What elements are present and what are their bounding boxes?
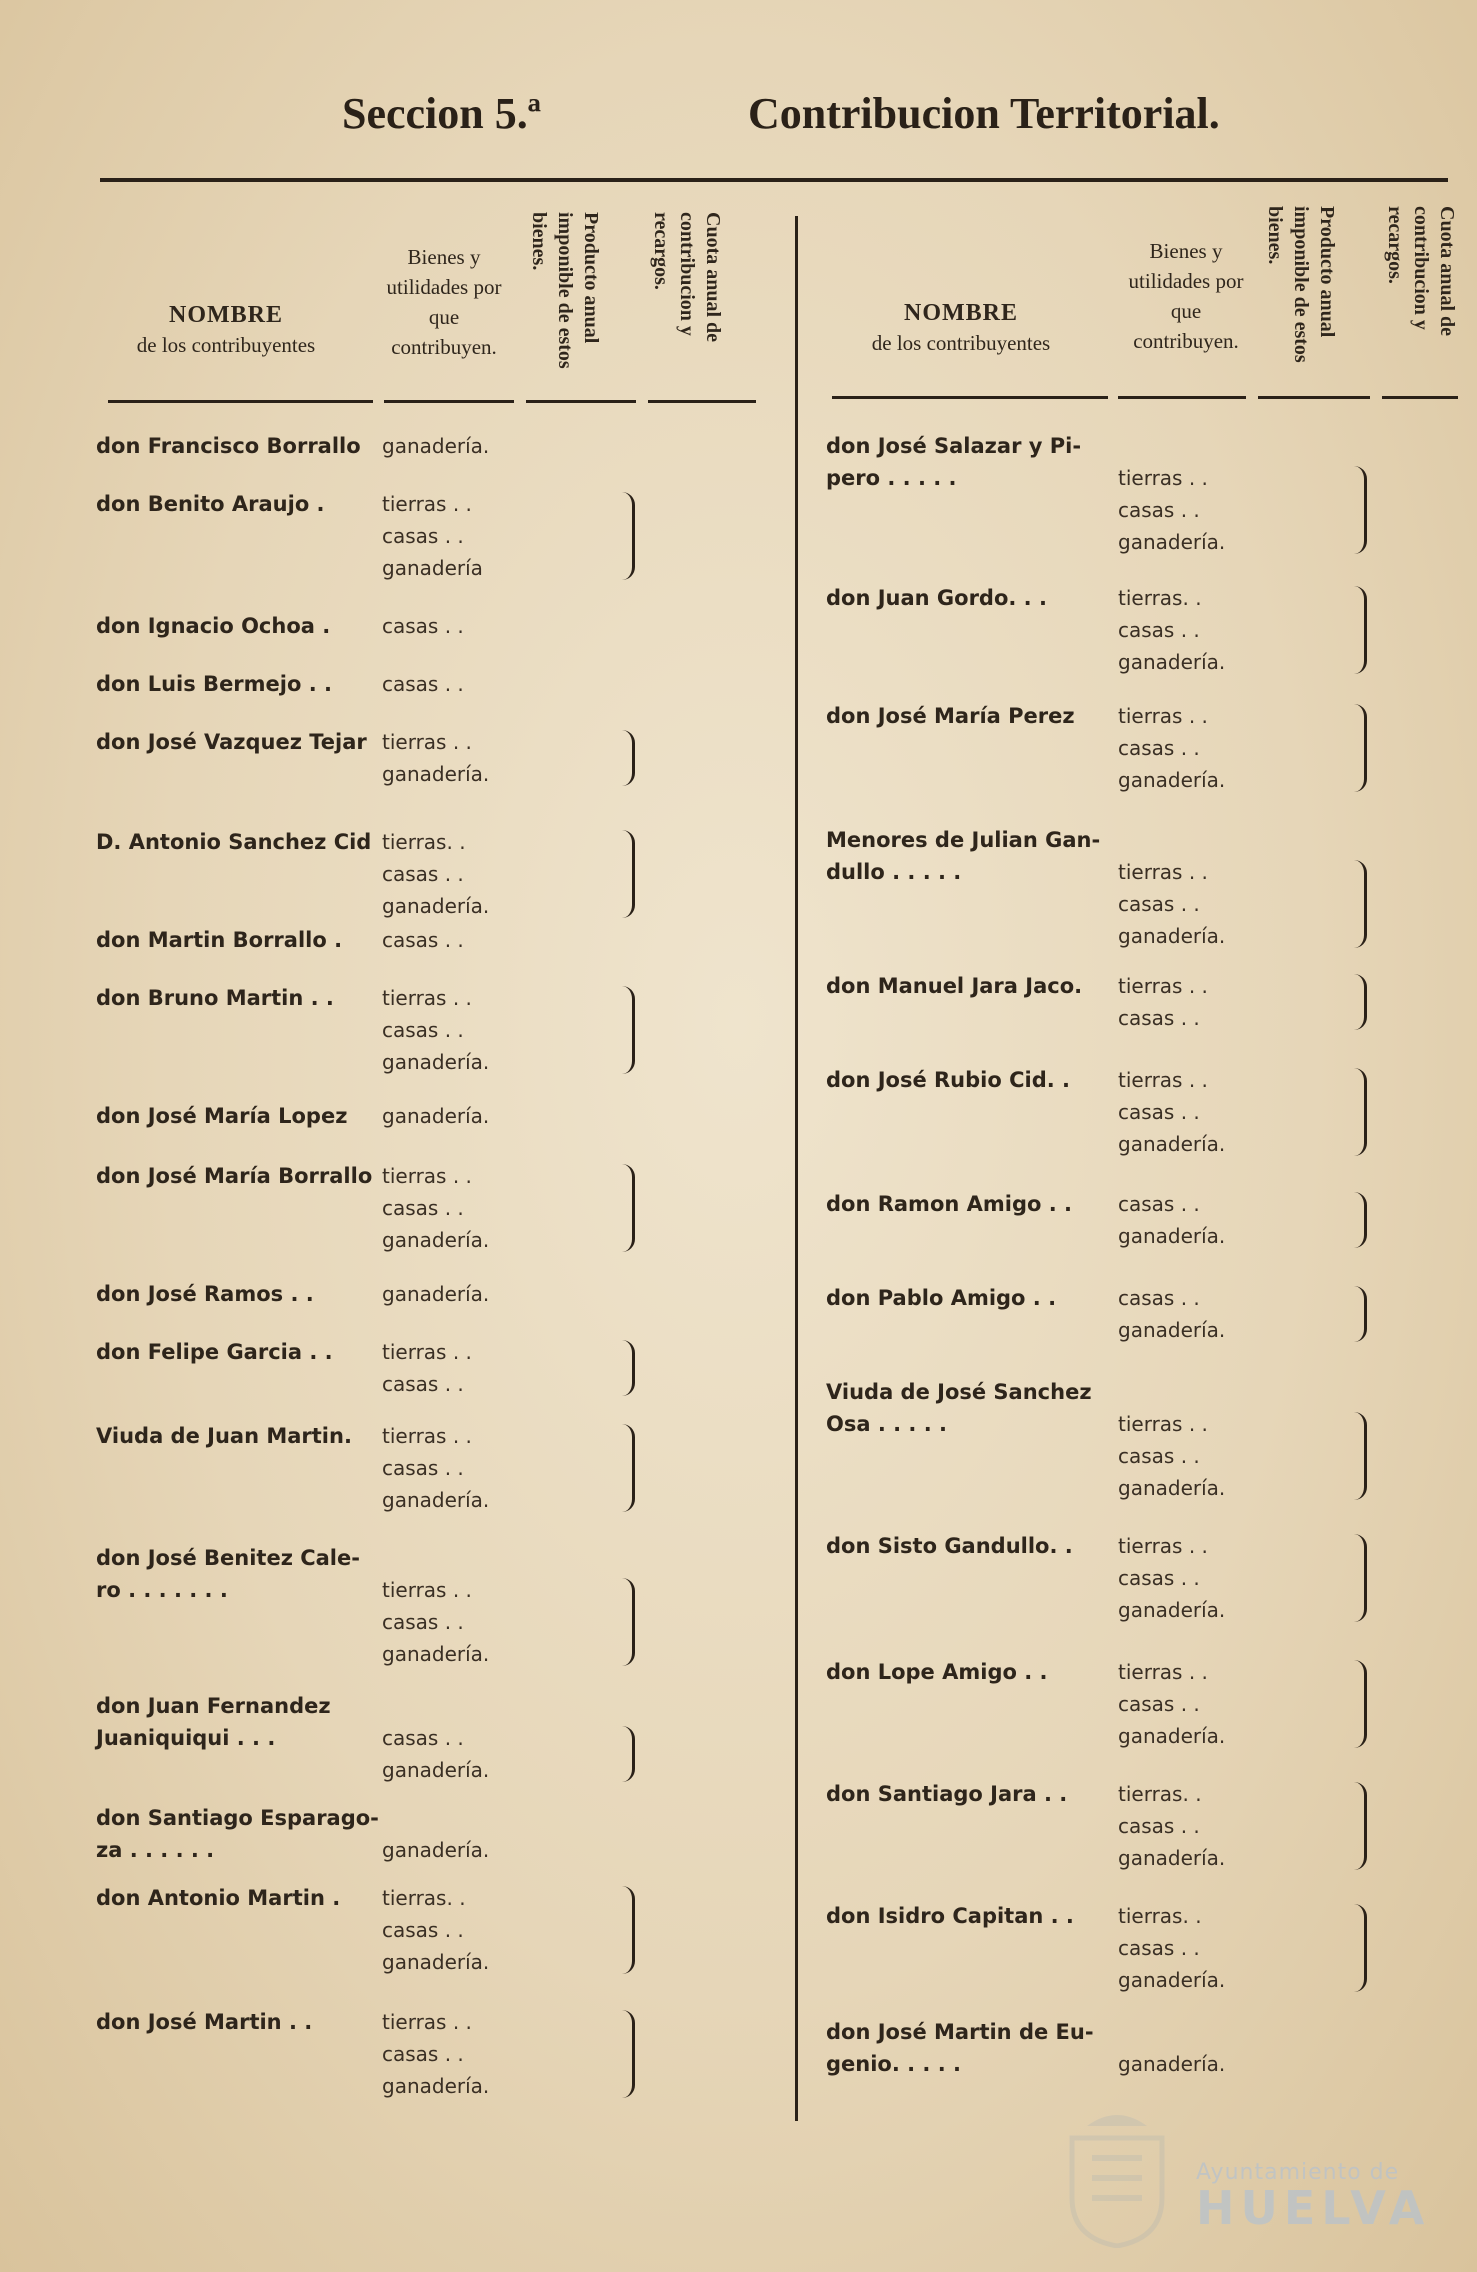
- contributor-name-line: za . . . . . .: [96, 1838, 215, 1862]
- contributor-name-line: D. Antonio Sanchez Cid: [96, 830, 372, 854]
- contributor-name: [96, 924, 342, 956]
- contributor-name-line: genio. . . . .: [826, 2052, 961, 2076]
- property-type: ganadería.: [1118, 650, 1226, 674]
- section-title: Seccion 5.ª: [342, 89, 541, 138]
- brace: [1354, 466, 1367, 554]
- brace: [622, 1424, 635, 1512]
- header-producto-left: Producto anual imponible de estos bienes.: [528, 212, 602, 369]
- contributor-name: [96, 430, 361, 462]
- property-type: ganadería.: [382, 1050, 490, 1074]
- property-type: ganadería.: [1118, 1724, 1226, 1748]
- header-rule-right: [1382, 396, 1458, 399]
- contributor-name-line: don Felipe Garcia . .: [96, 1340, 333, 1364]
- property-type: ganadería.: [1118, 924, 1226, 948]
- header-bienes-right: Bienes y utilidades por que contribuyen.: [1128, 239, 1244, 353]
- contributor-name-line: Viuda de José Sanchez: [826, 1380, 1092, 1404]
- contributor-name-line: don Juan Fernandez: [96, 1694, 331, 1718]
- property-type: tierras . .: [382, 986, 472, 1010]
- header-producto-right: Producto anual imponible de estos bienes.: [1264, 206, 1338, 363]
- top-rule: [100, 178, 1448, 182]
- contributor-name: [96, 488, 325, 520]
- contributor-name: [826, 582, 1047, 614]
- brace: [622, 1886, 635, 1974]
- page-title: Contribucion Territorial.: [748, 89, 1220, 138]
- property-type: casas . .: [1118, 892, 1200, 916]
- contributor-name-line: don Lope Amigo . .: [826, 1660, 1048, 1684]
- property-type: casas . .: [382, 1610, 464, 1634]
- property-type: casas . .: [1118, 1444, 1200, 1468]
- contributor-name-line: don José María Borrallo: [96, 1164, 373, 1188]
- property-type: tierras. .: [382, 830, 466, 854]
- property-type: casas . .: [1118, 1192, 1200, 1216]
- property-type: ganadería.: [1118, 1476, 1226, 1500]
- contributor-name: [96, 1420, 352, 1452]
- brace: [622, 1726, 635, 1782]
- property-type: casas . .: [382, 1456, 464, 1480]
- property-type: tierras . .: [1118, 1660, 1208, 1684]
- property-type: ganadería.: [382, 1104, 490, 1128]
- property-type: tierras . .: [1118, 974, 1208, 998]
- property-type: casas . .: [1118, 1006, 1200, 1030]
- property-type: tierras. .: [1118, 1782, 1202, 1806]
- property-type: casas . .: [382, 1196, 464, 1220]
- contributor-name: [826, 1656, 1047, 1688]
- contributor-name: [826, 1376, 1092, 1440]
- property-type: casas . .: [382, 1726, 464, 1750]
- contributor-name: [96, 668, 332, 700]
- property-type: tierras. .: [1118, 586, 1202, 610]
- contributor-name: [96, 2006, 312, 2038]
- property-type: casas . .: [1118, 736, 1200, 760]
- property-type: ganadería.: [382, 1950, 490, 1974]
- property-type: tierras. .: [382, 1886, 466, 1910]
- contributor-name: [96, 1882, 340, 1914]
- property-type: tierras . .: [382, 1578, 472, 1602]
- property-type: tierras . .: [1118, 1412, 1208, 1436]
- property-type: casas . .: [382, 524, 464, 548]
- contributor-name-line: don José María Perez: [826, 704, 1075, 728]
- contributor-name: [826, 2016, 1094, 2080]
- property-type: ganadería.: [1118, 1968, 1226, 1992]
- header-nombre-left: NOMBRE de los contribuyentes: [136, 302, 316, 357]
- property-type: ganadería.: [1118, 530, 1226, 554]
- property-type: tierras . .: [1118, 704, 1208, 728]
- property-type: ganadería.: [1118, 1224, 1226, 1248]
- contributor-name-line: don Manuel Jara Jaco.: [826, 974, 1083, 998]
- brace: [622, 830, 635, 918]
- contributor-name: [826, 1064, 1070, 1096]
- contributor-name: [96, 1542, 360, 1606]
- brace: [1354, 586, 1367, 674]
- property-type: tierras . .: [1118, 1534, 1208, 1558]
- property-type: ganadería.: [382, 1642, 490, 1666]
- contributor-name: [96, 726, 367, 758]
- brace: [622, 986, 635, 1074]
- contributor-name-line: Menores de Julian Gan-: [826, 828, 1101, 852]
- property-type: tierras. .: [1118, 1904, 1202, 1928]
- property-type: tierras . .: [1118, 466, 1208, 490]
- contributor-name: [826, 1778, 1067, 1810]
- coat-of-arms-watermark: [1062, 2108, 1172, 2248]
- watermark-text: Ayuntamiento de HUELVA: [1196, 2160, 1431, 2235]
- brace: [622, 1340, 635, 1396]
- header-bienes-left: Bienes y utilidades por que contribuyen.: [386, 245, 502, 359]
- contributor-name: [826, 430, 1081, 494]
- brace: [1354, 974, 1367, 1030]
- property-type: ganadería.: [1118, 1598, 1226, 1622]
- property-type: casas . .: [382, 672, 464, 696]
- contributor-name: [96, 982, 334, 1014]
- contributor-name-line: pero . . . . .: [826, 466, 957, 490]
- property-type: casas . .: [1118, 1100, 1200, 1124]
- property-type: ganadería.: [382, 894, 490, 918]
- contributor-name-line: don Sisto Gandullo. .: [826, 1534, 1073, 1558]
- brace: [1354, 1904, 1367, 1992]
- property-type: casas . .: [382, 2042, 464, 2066]
- property-type: tierras . .: [382, 730, 472, 754]
- contributor-name-line: ro . . . . . . .: [96, 1578, 228, 1602]
- property-type: ganadería: [382, 556, 483, 580]
- brace: [1354, 860, 1367, 948]
- property-type: ganadería.: [1118, 768, 1226, 792]
- contributor-name-line: don José Benitez Cale-: [96, 1546, 360, 1570]
- property-type: casas . .: [1118, 618, 1200, 642]
- property-type: tierras . .: [382, 1424, 472, 1448]
- property-type: casas . .: [1118, 1566, 1200, 1590]
- contributor-name: [826, 1188, 1072, 1220]
- property-type: ganadería.: [382, 1228, 490, 1252]
- header-rule-right: [1118, 396, 1246, 399]
- property-type: ganadería.: [1118, 1318, 1226, 1342]
- property-type: casas . .: [1118, 498, 1200, 522]
- contributor-name: [96, 1336, 333, 1368]
- contributor-name: [96, 610, 330, 642]
- contributor-name-line: don Francisco Borrallo: [96, 434, 361, 458]
- header-rule-left: [108, 400, 373, 403]
- contributor-name-line: don José Ramos . .: [96, 1282, 314, 1306]
- contributor-name: [96, 1160, 372, 1192]
- property-type: ganadería.: [382, 434, 490, 458]
- contributor-name-line: don Santiago Esparago-: [96, 1806, 379, 1830]
- contributor-name: [826, 970, 1082, 1002]
- header-cuota-right: Cuota anual de contribucion y recargos.: [1384, 206, 1458, 337]
- brace: [1354, 1412, 1367, 1500]
- brace: [1354, 704, 1367, 792]
- contributor-name: [826, 1282, 1056, 1314]
- contributor-name-line: don Pablo Amigo . .: [826, 1286, 1057, 1310]
- contributor-name-line: don Juan Gordo. . .: [826, 586, 1047, 610]
- header-rule-left: [526, 400, 636, 403]
- contributor-name: [826, 700, 1075, 732]
- brace: [1354, 1534, 1367, 1622]
- property-type: casas . .: [1118, 1936, 1200, 1960]
- brace: [1354, 1192, 1367, 1248]
- property-type: ganadería.: [382, 1758, 490, 1782]
- contributor-name-line: don Isidro Capitan . .: [826, 1904, 1074, 1928]
- contributor-name: [96, 1278, 314, 1310]
- contributor-name-line: don Ramon Amigo . .: [826, 1192, 1073, 1216]
- brace: [622, 492, 635, 580]
- property-type: tierras . .: [382, 1164, 472, 1188]
- property-type: ganadería.: [382, 1838, 490, 1862]
- contributor-name-line: don Ignacio Ochoa .: [96, 614, 331, 638]
- property-type: ganadería.: [382, 1282, 490, 1306]
- property-type: casas . .: [382, 1018, 464, 1042]
- header-rule-right: [832, 396, 1108, 399]
- contributor-name-line: don José Martin de Eu-: [826, 2020, 1094, 2044]
- contributor-name-line: don José Rubio Cid. .: [826, 1068, 1071, 1092]
- property-type: casas . .: [382, 862, 464, 886]
- property-type: casas . .: [1118, 1286, 1200, 1310]
- property-type: casas . .: [1118, 1692, 1200, 1716]
- contributor-name: [96, 1100, 347, 1132]
- contributor-name-line: don Benito Araujo .: [96, 492, 325, 516]
- property-type: ganadería.: [1118, 1846, 1226, 1870]
- property-type: ganadería.: [1118, 2052, 1226, 2076]
- brace: [1354, 1660, 1367, 1748]
- contributor-name: [96, 826, 371, 858]
- property-type: tierras . .: [382, 492, 472, 516]
- contributor-name: [96, 1690, 331, 1754]
- contributor-name: [96, 1802, 379, 1866]
- property-type: tierras . .: [1118, 860, 1208, 884]
- header-nombre-right: NOMBRE de los contribuyentes: [871, 300, 1051, 355]
- property-type: ganadería.: [1118, 1132, 1226, 1156]
- header-rule-right: [1258, 396, 1370, 399]
- property-type: casas . .: [382, 1918, 464, 1942]
- contributor-name: [826, 824, 1100, 888]
- brace: [622, 2010, 635, 2098]
- header-rule-left: [384, 400, 514, 403]
- contributor-name: [826, 1900, 1074, 1932]
- contributor-name-line: don José Vazquez Tejar: [96, 730, 367, 754]
- property-type: ganadería.: [382, 1488, 490, 1512]
- property-type: ganadería.: [382, 2074, 490, 2098]
- contributor-name-line: don Santiago Jara . .: [826, 1782, 1068, 1806]
- property-type: casas . .: [382, 928, 464, 952]
- property-type: casas . .: [382, 614, 464, 638]
- contributor-name-line: don Antonio Martin .: [96, 1886, 341, 1910]
- header-rule-left: [648, 400, 756, 403]
- brace: [1354, 1068, 1367, 1156]
- brace: [622, 1578, 635, 1666]
- brace: [1354, 1782, 1367, 1870]
- brace: [1354, 1286, 1367, 1342]
- contributor-name-line: Osa . . . . .: [826, 1412, 947, 1436]
- property-type: tierras . .: [1118, 1068, 1208, 1092]
- property-type: tierras . .: [382, 1340, 472, 1364]
- contributor-name-line: don José María Lopez: [96, 1104, 348, 1128]
- contributor-name-line: Viuda de Juan Martin.: [96, 1424, 352, 1448]
- contributor-name-line: don Luis Bermejo . .: [96, 672, 332, 696]
- property-type: casas . .: [1118, 1814, 1200, 1838]
- contributor-name-line: Juaniquiqui . . .: [96, 1726, 276, 1750]
- center-divider: [795, 216, 798, 2121]
- header-cuota-left: Cuota anual de contribucion y recargos.: [650, 212, 724, 343]
- contributor-name-line: dullo . . . . .: [826, 860, 962, 884]
- property-type: ganadería.: [382, 762, 490, 786]
- contributor-name-line: don Bruno Martin . .: [96, 986, 334, 1010]
- contributor-name-line: don Martin Borrallo .: [96, 928, 343, 952]
- contributor-name-line: don José Salazar y Pi-: [826, 434, 1082, 458]
- property-type: casas . .: [382, 1372, 464, 1396]
- brace: [622, 1164, 635, 1252]
- brace: [622, 730, 635, 786]
- contributor-name: [826, 1530, 1073, 1562]
- contributor-name-line: don José Martin . .: [96, 2010, 313, 2034]
- property-type: tierras . .: [382, 2010, 472, 2034]
